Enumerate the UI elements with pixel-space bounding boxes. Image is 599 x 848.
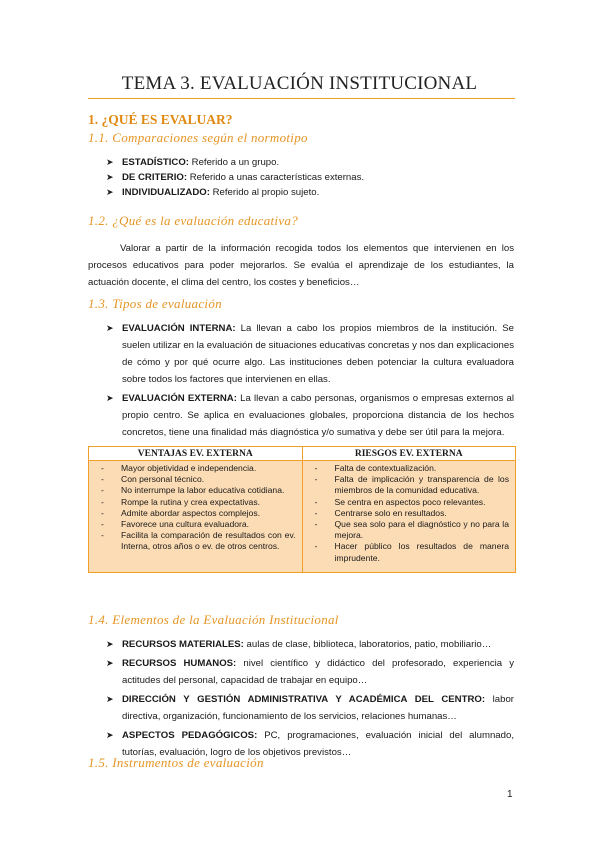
subsection-heading-1-5: 1.5. Instrumentos de evaluación — [88, 755, 264, 770]
list-item: ➤ ESTADÍSTICO: Referido a un grupo. — [106, 157, 280, 168]
paragraph-evaluacion-educativa: Valorar a partir de la información recogida todos los elementos que intervienen en los procesos educativos para poder mejorarlos. Se evalúa el aprendizaje de los estudiantes, la actuación docente, el clima del centro, los costes y beneficios… — [88, 243, 514, 288]
list-item: ➤ INDIVIDUALIZADO: Referido al propio sujeto. — [106, 187, 320, 198]
ventajas-cell — [89, 461, 303, 573]
list-item: ➤ EVALUACIÓN EXTERNA: La llevan a cabo personas, organismos o empresas externos al propio centro. Se aplica en evaluaciones globales, proporciona distancia de los hechos concretos, tiene una finalidad más diagnóstica y/o sumativa y debe ser útil para la mejora. — [106, 390, 514, 441]
table-header-ventajas: VENTAJAS EV. EXTERNA — [89, 447, 303, 461]
subsection-heading-1-3: 1.3. Tipos de evaluación — [88, 296, 222, 311]
document-title: TEMA 3. EVALUACIÓN INSTITUCIONAL — [121, 73, 478, 94]
list-item: ➤ RECURSOS MATERIALES: aulas de clase, biblioteca, laboratorios, patio, mobiliario… — [106, 636, 514, 653]
list-item: - Favorece una cultura evaluadora. — [101, 519, 250, 530]
list-item: - Falta de implicación y transparencia de los miembros de la comunidad educativa. — [314, 474, 509, 496]
list-item: ➤ ASPECTOS PEDAGÓGICOS: PC, programaciones, evaluación inicial del alumnado, tutorías, evaluación, logro de los objetivos previstos… — [106, 727, 514, 761]
list-item: ➤ DE CRITERIO: Referido a unas características externas. — [106, 172, 365, 183]
arrow-bullet-icon: ➤ — [106, 157, 114, 167]
list-item: - Falta de contextualización. — [314, 463, 437, 473]
riesgos-cell — [302, 461, 516, 573]
section-heading-1: 1. ¿QUÉ ES EVALUAR? — [88, 112, 233, 127]
arrow-bullet-icon: ➤ — [106, 730, 114, 740]
comparison-table — [88, 446, 516, 573]
title-underline — [88, 98, 515, 99]
list-item: - Hacer público los resultados de manera imprudente. — [314, 541, 509, 563]
subsection-heading-1-2: 1.2. ¿Qué es la evaluación educativa? — [88, 213, 299, 228]
table-header-riesgos: RIESGOS EV. EXTERNA — [302, 447, 516, 461]
subsection-heading-1-1: 1.1. Comparaciones según el normotipo — [88, 130, 308, 145]
list-item: - Que sea solo para el diagnóstico y no para la mejora. — [314, 519, 509, 541]
arrow-bullet-icon: ➤ — [106, 323, 114, 333]
list-item: - Facilita la comparación de resultados con ev. Interna, otros años o ev. de otros centros. — [101, 530, 296, 552]
list-item: - Admite abordar aspectos complejos. — [101, 507, 261, 518]
arrow-bullet-icon: ➤ — [106, 694, 114, 704]
normotipo-list — [106, 155, 364, 200]
arrow-bullet-icon: ➤ — [106, 639, 114, 649]
list-item: - Centrarse solo en resultados. — [314, 507, 447, 518]
list-item: - Rompe la rutina y crea expectativas. — [101, 496, 260, 507]
arrow-bullet-icon: ➤ — [106, 393, 114, 403]
elementos-list — [106, 636, 514, 763]
list-item: - Se centra en aspectos poco relevantes. — [314, 496, 486, 507]
list-item: - Mayor objetividad e independencia. — [101, 463, 257, 473]
list-item: ➤ EVALUACIÓN INTERNA: La llevan a cabo los propios miembros de la institución. Se suelen utilizar en la evaluación de situaciones educativas concretas y nos dan explicaciones de cómo y por qué ocurre algo. Las instituciones deben potenciar la cultura evaluadora sobre todos los factores que intervienen en ellas. — [106, 320, 514, 388]
list-item: - Con personal técnico. — [101, 474, 205, 485]
list-item: ➤ RECURSOS HUMANOS: nivel científico y didáctico del profesorado, experiencia y actitudes del personal, capacidad de trabajar en equipo… — [106, 655, 514, 689]
arrow-bullet-icon: ➤ — [106, 658, 114, 668]
tipos-evaluacion-list — [106, 320, 514, 443]
list-item: ➤ DIRECCIÓN Y GESTIÓN ADMINISTRATIVA Y ACADÉMICA DEL CENTRO: labor directiva, organización, funcionamiento de los servicios, relaciones humanas… — [106, 691, 514, 725]
subsection-heading-1-4: 1.4. Elementos de la Evaluación Institucional — [88, 612, 339, 627]
page-number: 1 — [507, 789, 513, 800]
arrow-bullet-icon: ➤ — [106, 172, 114, 182]
list-item: - No interrumpe la labor educativa cotidiana. — [101, 485, 285, 496]
arrow-bullet-icon: ➤ — [106, 187, 114, 197]
